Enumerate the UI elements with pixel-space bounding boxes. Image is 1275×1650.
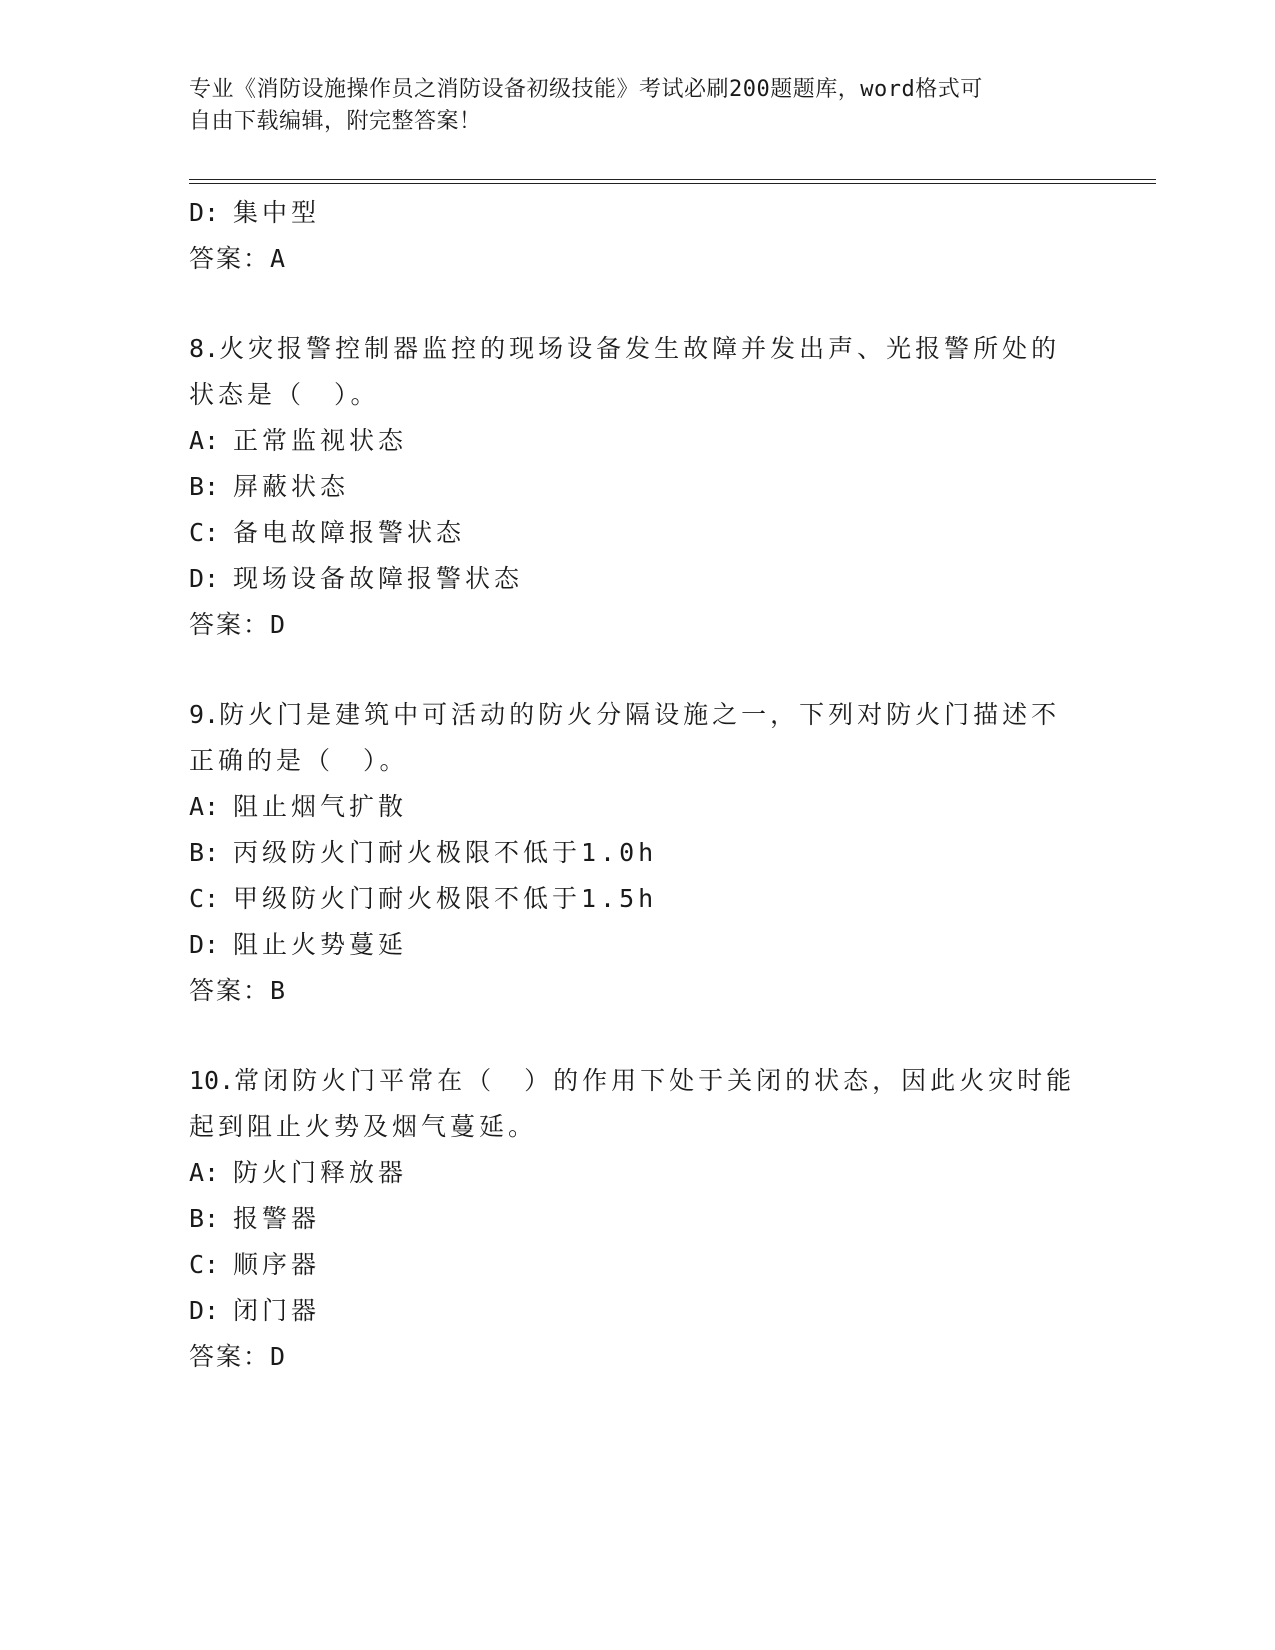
option-text: 屏蔽状态 [233,472,350,501]
header-line-2: 自由下载编辑，附完整答案！ [189,109,482,134]
header-rule-top [189,179,1156,180]
option-label: C: [189,518,220,547]
document-header [189,74,1089,138]
q7-option-d [189,190,1089,236]
option-label: C: [189,1250,220,1279]
q7-answer [189,236,1089,282]
q10-stem-line-2: 起到阻止火势及烟气蔓延。 [189,1112,538,1141]
option-text: 顺序器 [233,1250,321,1279]
question-list [189,190,1089,1380]
option-label: A: [189,792,220,821]
q8-option-c [189,510,1089,556]
q10-option-b [189,1196,1089,1242]
question-stem: 火灾报警控制器监控的现场设备发生故障并发出声、光报警所处的 [219,334,1061,363]
option-label: A: [189,426,220,455]
option-label: B: [189,838,220,867]
option-label: D: [189,930,220,959]
answer-value: A [270,244,286,273]
option-text: 防火门释放器 [233,1158,408,1187]
q10-option-c [189,1242,1089,1288]
q8-option-d [189,556,1089,602]
answer-label: 答案： [189,610,271,639]
option-label: D: [189,564,220,593]
option-label: C: [189,884,220,913]
q10-option-a [189,1150,1089,1196]
answer-label: 答案： [189,976,271,1005]
q9-option-b [189,830,1089,876]
question-stem: 常闭防火门平常在（ ）的作用下处于关闭的状态，因此火灾时能 [234,1066,1076,1095]
header-line-1: 专业《消防设施操作员之消防设备初级技能》考试必刷200题题库，word格式可 [189,77,983,102]
question-stem: 防火门是建筑中可活动的防火分隔设施之一，下列对防火门描述不 [219,700,1061,729]
answer-value: D [270,610,286,639]
option-text: 丙级防火门耐火极限不低于1.0h [233,838,658,867]
option-text: 报警器 [233,1204,321,1233]
q8-stem-line-1 [189,326,1089,372]
q9-option-c [189,876,1089,922]
option-text: 集中型 [233,198,321,227]
q9-stem-line-2: 正确的是（ ）。 [189,746,409,775]
q9-stem-line-1 [189,692,1089,738]
q10-answer [189,1334,1089,1380]
q8-option-a [189,418,1089,464]
option-text: 正常监视状态 [233,426,408,455]
option-text: 现场设备故障报警状态 [233,564,524,593]
q8-stem-line-2: 状态是（ ）。 [189,380,380,409]
option-text: 闭门器 [233,1296,321,1325]
question-number: 10. [189,1066,235,1095]
answer-label: 答案： [189,1342,271,1371]
q10-stem-line-1 [189,1058,1089,1104]
q9-answer [189,968,1089,1014]
header-rule-bottom [189,183,1156,184]
answer-value: B [270,976,286,1005]
option-label: B: [189,1204,220,1233]
option-label: B: [189,472,220,501]
q9-option-a [189,784,1089,830]
option-label: D: [189,198,220,227]
q9-option-d [189,922,1089,968]
answer-value: D [270,1342,286,1371]
option-text: 阻止火势蔓延 [233,930,408,959]
answer-label: 答案： [189,244,271,273]
q8-option-b [189,464,1089,510]
option-text: 备电故障报警状态 [233,518,466,547]
question-number: 9. [189,700,220,729]
option-text: 甲级防火门耐火极限不低于1.5h [233,884,658,913]
option-text: 阻止烟气扩散 [233,792,408,821]
question-number: 8. [189,334,220,363]
q10-option-d [189,1288,1089,1334]
option-label: A: [189,1158,220,1187]
q8-answer [189,602,1089,648]
option-label: D: [189,1296,220,1325]
